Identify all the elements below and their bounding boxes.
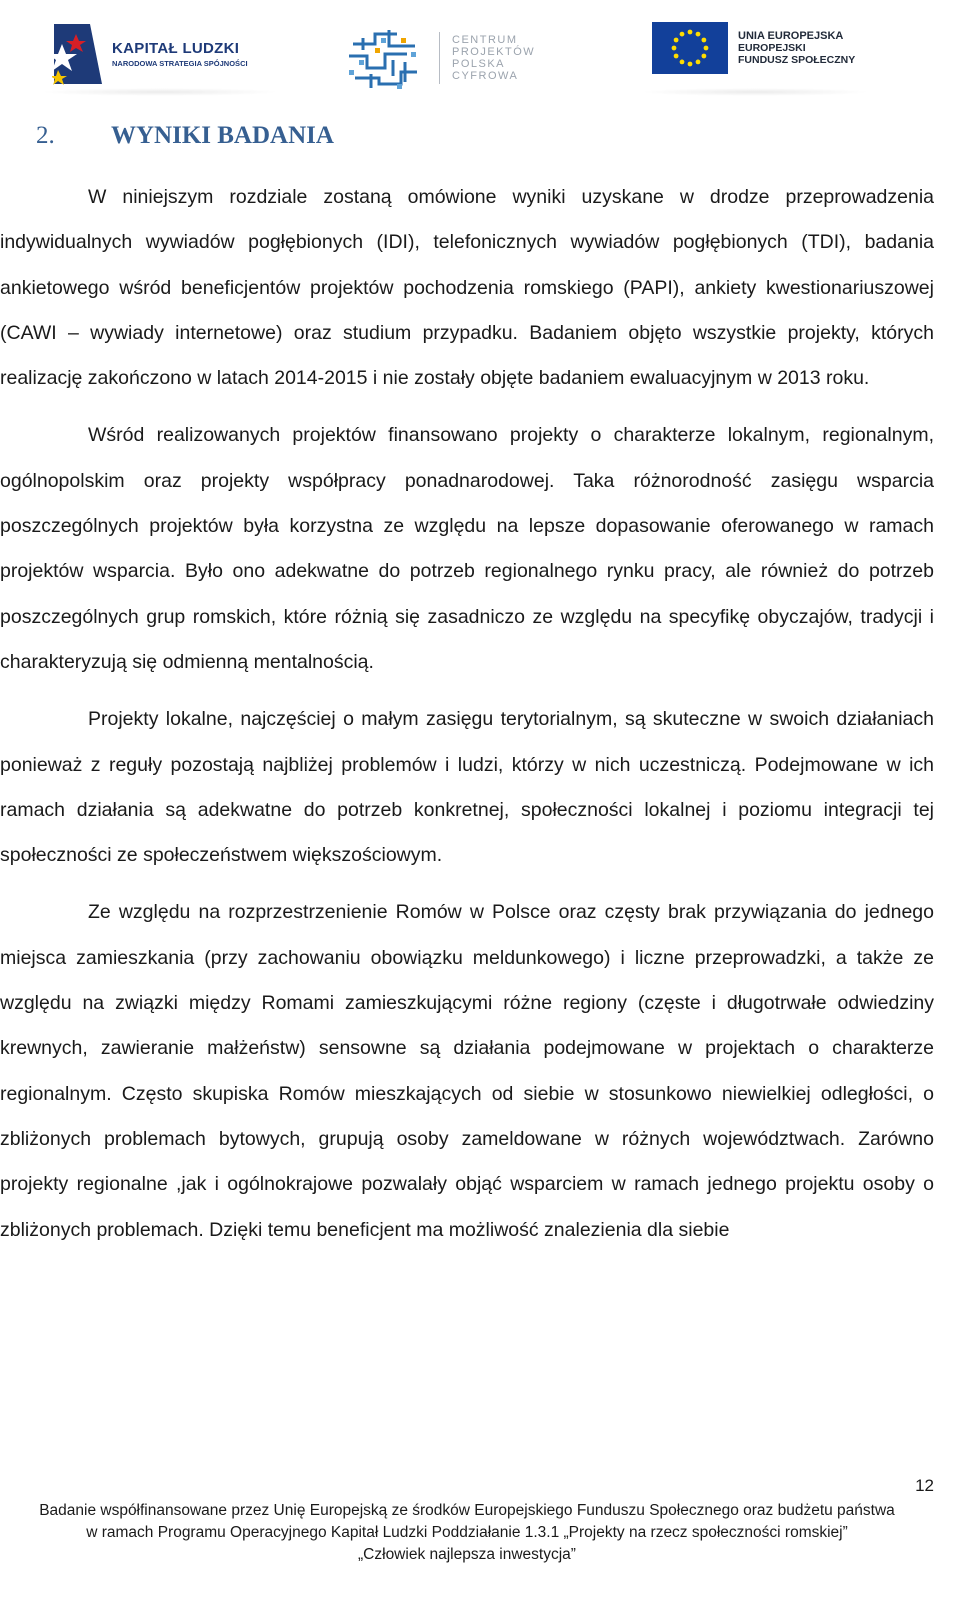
document-body bbox=[0, 175, 934, 1265]
centrum-projektow-circuit-icon bbox=[345, 24, 425, 92]
page-header bbox=[0, 0, 960, 105]
footer-line: w ramach Programu Operacyjnego Kapitał Ludzki Poddziałanie 1.3.1 „Projekty na rzecz społeczności romskiej” bbox=[86, 1524, 848, 1541]
centrum-projektow-line: PROJEKTÓW bbox=[452, 46, 536, 58]
body-paragraph: Projekty lokalne, najczęściej o małym zasięgu terytorialnym, są skuteczne w swoich działaniach ponieważ z reguły pozostają najbliżej problemów i ludzi, którzy w nich uczestniczą. Podejmowane w ich ramach działania są adekwatne do potrzeb konkretnej, społeczności lokalnej i poziomu integracji tej społeczności ze społeczeństwem większościowym. bbox=[0, 708, 934, 867]
centrum-projektow-line: CYFROWA bbox=[452, 70, 519, 82]
footer-line: „Człowiek najlepsza inwestycja” bbox=[358, 1546, 576, 1563]
centrum-projektow-line: CENTRUM bbox=[452, 34, 518, 46]
page-number: 12 bbox=[915, 1476, 934, 1495]
section-heading bbox=[36, 118, 334, 154]
kapital-ludzki-title: KAPITAŁ LUDZKI bbox=[112, 40, 240, 57]
eu-flag-icon bbox=[652, 22, 728, 74]
footer-line: Badanie współfinansowane przez Unię Europejską ze środków Europejskiego Funduszu Społecznego oraz budżetu państwa bbox=[39, 1502, 895, 1519]
centrum-projektow-line: POLSKA bbox=[452, 58, 506, 70]
section-number: 2. bbox=[36, 122, 55, 149]
logo-shadow bbox=[40, 88, 280, 96]
body-paragraph: Wśród realizowanych projektów finansowano projekty o charakterze lokalnym, regionalnym, ogólnopolskim oraz projekty współpracy ponadnarodowej. Taka różnorodność zasięgu wsparcia poszczególnych projektów była korzystna ze względu na lepsze dopasowanie oferowanego w ramach projektów wsparcia. Było ono adekwatne do potrzeb regionalnego rynku pracy, ale również do potrzeb poszczególnych grup romskich, które różnią się zasadniczo ze względu na specyfikę obyczajów, tradycji i charakteryzują się odmienną mentalnością. bbox=[0, 424, 934, 673]
section-title: WYNIKI BADANIA bbox=[111, 122, 334, 149]
logo-separator bbox=[439, 32, 440, 84]
unia-europejska-line: EUROPEJSKI bbox=[738, 42, 806, 54]
kapital-ludzki-subtitle: NARODOWA STRATEGIA SPÓJNOŚCI bbox=[112, 59, 248, 68]
centrum-projektow-logo bbox=[345, 22, 535, 94]
page-footer bbox=[0, 1500, 934, 1566]
unia-europejska-line: FUNDUSZ SPOŁECZNY bbox=[738, 54, 856, 66]
body-paragraph: W niniejszym rozdziale zostaną omówione wyniki uzyskane w drodze przeprowadzenia indywidualnych wywiadów pogłębionych (IDI), telefonicznych wywiadów pogłębionych (TDI), badania ankietowego wśród beneficjentów projektów pochodzenia romskiego (PAPI), ankiety kwestionariuszowej (CAWI – wywiady internetowe) oraz studium przypadku. Badaniem objęto wszystkie projekty, których realizację zakończono w latach 2014-2015 i nie zostały objęte badaniem ewaluacyjnym w 2013 roku. bbox=[0, 186, 934, 390]
logo-shadow bbox=[640, 88, 870, 96]
kapital-ludzki-logo bbox=[52, 14, 248, 94]
body-paragraph: Ze względu na rozprzestrzenienie Romów w Polsce oraz częsty brak przywiązania do jednego miejsca zamieszkania (przy zachowaniu obowiązku meldunkowego) i liczne przeprowadzki, a także ze względu na związki między Romami zamieszkującymi różne regiony (częste i długotrwałe odwiedziny krewnych, zawieranie małżeństw) sensowne są działania podejmowane w projektach o charakterze regionalnym. Często skupiska Romów mieszkających od siebie w stosunkowo niewielkiej odległości, o zbliżonych problemach bytowych, grupują osoby zameldowane w różnych województwach. Zarówno projekty regionalne ,jak i ogólnokrajowe pozwalały objąć wsparciem w ramach jednego projektu osoby o zbliżonych problemach. Dzięki temu beneficjent ma możliwość znalezienia dla siebie bbox=[0, 901, 934, 1241]
unia-europejska-title: UNIA EUROPEJSKA bbox=[738, 30, 844, 42]
kapital-ludzki-star-icon bbox=[52, 22, 106, 86]
unia-europejska-logo bbox=[652, 18, 855, 78]
